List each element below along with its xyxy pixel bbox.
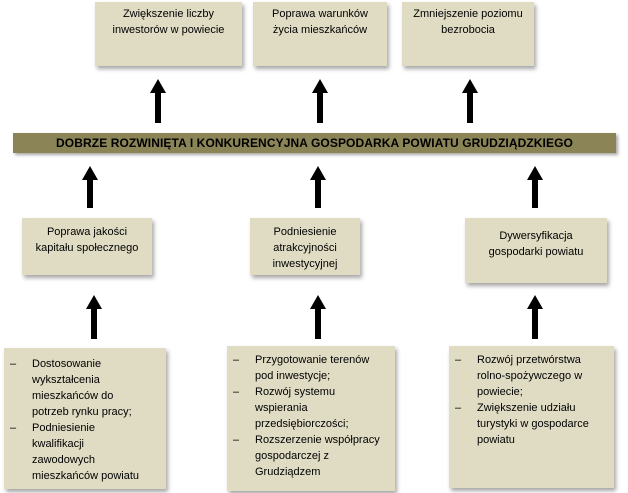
bullet-dash: – xyxy=(10,358,17,370)
goal-line: inwestycyjnej xyxy=(272,258,338,270)
list-item xyxy=(10,356,160,420)
goal-line: Zwiększenie liczby xyxy=(122,8,215,20)
list-item xyxy=(455,400,608,448)
item-line: Przygotowanie terenów xyxy=(255,354,370,366)
actions-list xyxy=(233,352,389,480)
list-item xyxy=(233,432,389,480)
goal-line: atrakcyjności xyxy=(273,242,337,254)
middle-goal-investment-attractiveness xyxy=(250,218,360,275)
goal-line: gospodarki powiatu xyxy=(488,246,584,258)
middle-goal-social-capital xyxy=(22,218,152,275)
arrow-up-icon xyxy=(310,166,326,208)
arrow-up-icon xyxy=(310,295,326,339)
goal-box-living-conditions xyxy=(253,2,387,66)
item-line: Rozszerzenie współpracy xyxy=(255,434,380,446)
goal-box-unemployment xyxy=(402,2,534,66)
actions-box-diversification xyxy=(449,346,614,488)
actions-list xyxy=(455,352,608,448)
item-line: Podniesienie xyxy=(32,422,95,434)
goal-line: bezrobocia xyxy=(441,24,495,36)
item-line: wykształcenia xyxy=(32,374,100,386)
item-line: mieszkańców powiatu xyxy=(32,470,139,482)
bullet-dash: – xyxy=(233,434,240,446)
item-line: Rozwój przetwórstwa xyxy=(477,354,581,366)
goal-line: Poprawa jakości xyxy=(46,226,128,238)
actions-box-investment xyxy=(227,346,395,491)
bullet-dash: – xyxy=(10,422,17,434)
middle-goal-diversification xyxy=(465,218,607,283)
goal-line: Zmniejszenie poziomu xyxy=(413,8,523,20)
item-line: Rozwój systemu xyxy=(255,386,336,398)
bullet-dash: – xyxy=(455,354,462,366)
list-item xyxy=(10,420,160,484)
item-line: gospodarczej z xyxy=(255,450,329,462)
item-line: wspierania xyxy=(255,402,308,414)
item-line: zawodowych xyxy=(32,454,95,466)
item-line: pod inwestycje; xyxy=(255,370,331,382)
goal-line: Poprawa warunków xyxy=(272,8,368,20)
item-line: turystyki w gospodarce xyxy=(477,418,589,430)
arrow-up-icon xyxy=(462,79,478,123)
goal-line: życia mieszkańców xyxy=(272,24,368,36)
item-line: Dostosowanie xyxy=(32,358,102,370)
actions-box-social-capital xyxy=(4,348,166,489)
bullet-dash: – xyxy=(233,386,240,398)
bullet-dash: – xyxy=(455,402,462,414)
goal-line: Podniesienie xyxy=(273,226,337,238)
item-line: mieszkańców do xyxy=(32,390,114,402)
item-line: powiatu xyxy=(477,434,515,446)
arrow-up-icon xyxy=(527,166,543,208)
list-item xyxy=(233,352,389,384)
goal-line: inwestorów w powiecie xyxy=(112,24,225,36)
arrow-up-icon xyxy=(527,295,543,339)
list-item xyxy=(455,352,608,400)
main-goal-banner: DOBRZE ROZWINIĘTA I KONKURENCYJNA GOSPODARKA POWIATU GRUDZIĄDZKIEGO xyxy=(13,133,616,153)
item-line: powiecie; xyxy=(477,386,523,398)
item-line: Grudziądzem xyxy=(255,466,321,478)
arrow-up-icon xyxy=(82,166,98,208)
goal-line: kapitału społecznego xyxy=(35,242,139,254)
item-line: przedsiębiorczości; xyxy=(255,418,349,430)
item-line: Zwiększenie udziału xyxy=(477,402,576,414)
actions-list xyxy=(10,356,160,484)
goal-line: Dywersyfikacja xyxy=(499,230,573,242)
item-line: kwalifikacji xyxy=(32,438,84,450)
item-line: potrzeb rynku pracy; xyxy=(32,406,132,418)
arrow-up-icon xyxy=(312,79,328,123)
arrow-up-icon xyxy=(150,79,166,123)
item-line: rolno-spożywczego w xyxy=(477,370,583,382)
list-item xyxy=(233,384,389,432)
bullet-dash: – xyxy=(233,354,240,366)
arrow-up-icon xyxy=(86,295,102,339)
goal-box-investors xyxy=(95,2,242,66)
